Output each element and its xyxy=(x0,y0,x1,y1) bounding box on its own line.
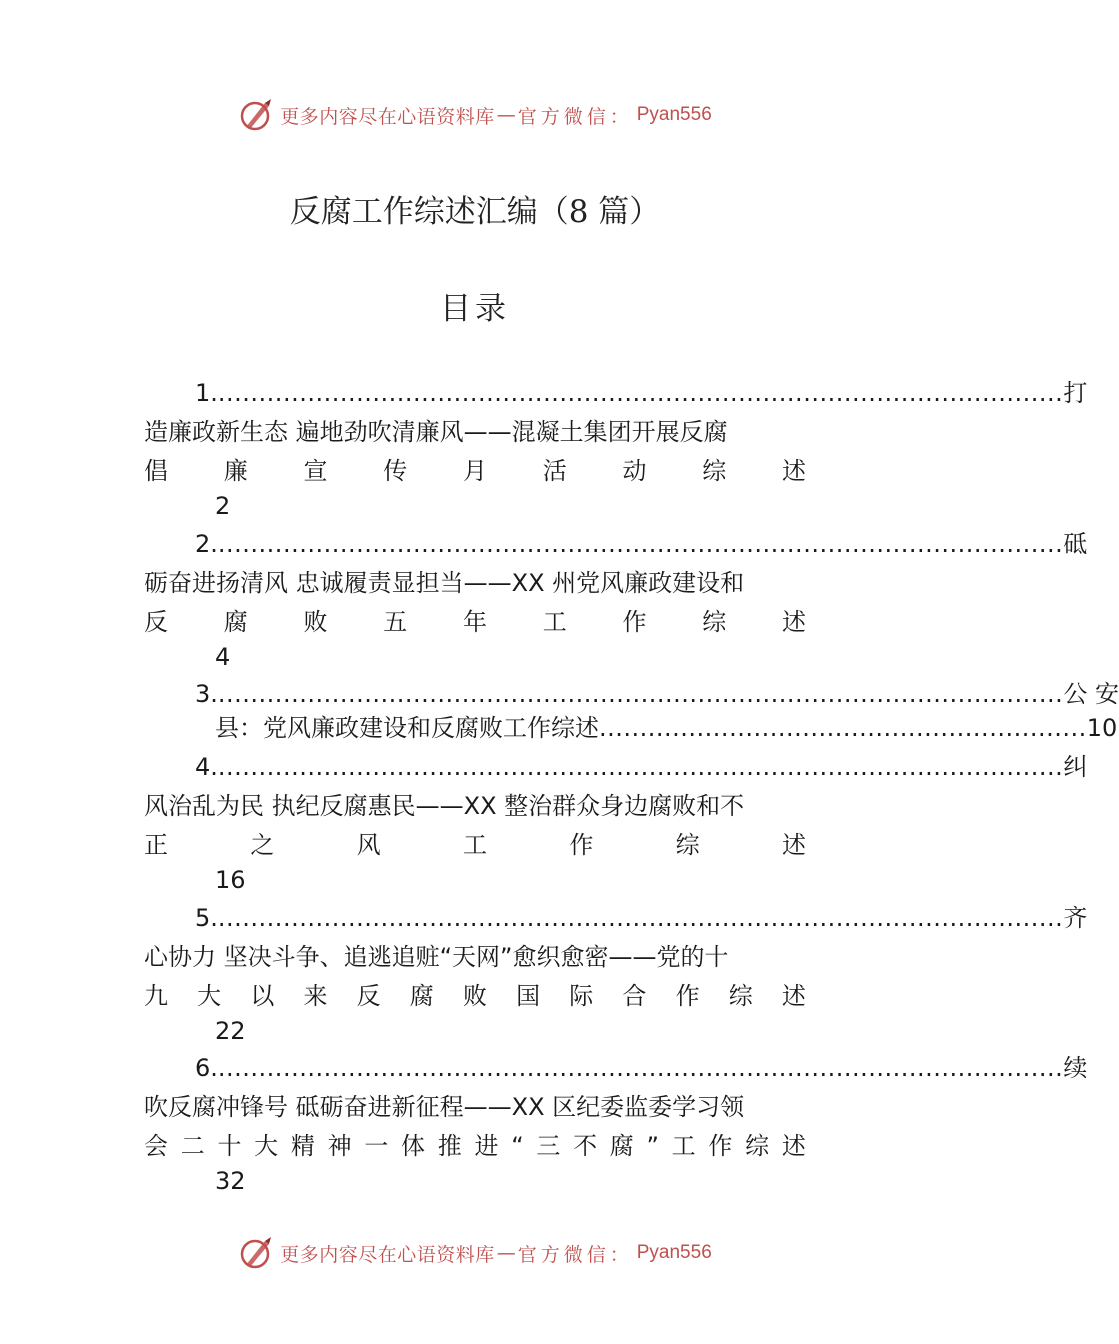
banner-dash: — xyxy=(496,104,516,126)
banner-dash: — xyxy=(496,1242,516,1264)
toc-entry-5-line3: 九 大 以 来 反 腐 败 国 际 合 作 综 述 xyxy=(144,982,806,1010)
toc-entry-5-page: 22 xyxy=(215,1017,246,1045)
toc-entry-lead-tail: 打 xyxy=(1063,379,1088,407)
toc-entry-1-page: 2 xyxy=(215,492,231,520)
header-banner xyxy=(0,95,950,135)
toc-entry-5-lead[interactable] xyxy=(195,901,1088,935)
toc-entry-2-line2: 砺奋进扬清风 忠诚履责显担当——XX 州党风廉政建设和 xyxy=(144,569,745,597)
toc-entry-lead-tail: 齐 xyxy=(1063,904,1088,932)
toc-entry-4-line2: 风治乱为民 执纪反腐惠民——XX 整治群众身边腐败和不 xyxy=(144,792,745,820)
toc-entry-number: 5. xyxy=(195,904,218,932)
toc-entry-lead-tail: 砥 xyxy=(1063,530,1088,558)
toc-entry-2-lead[interactable] xyxy=(195,527,1088,561)
toc-entry-4-lead[interactable] xyxy=(195,750,1088,784)
toc-entry-2-page: 4 xyxy=(215,643,231,671)
toc-entry-3-lead[interactable] xyxy=(195,677,1119,711)
toc-entry-6-line2: 吹反腐冲锋号 砥砺奋进新征程——XX 区纪委监委学习领 xyxy=(144,1093,745,1121)
banner-wechat-id: Pyan556 xyxy=(636,1242,712,1263)
toc-entry-lead-tail: 公 安 xyxy=(1063,680,1119,708)
toc-entry-number: 1. xyxy=(195,379,218,407)
toc-entry-lead-tail: 续 xyxy=(1063,1054,1088,1082)
banner-text: 更多内容尽在心语资料库 xyxy=(280,105,495,128)
banner-wechat-id: Pyan556 xyxy=(636,104,712,125)
document-title: 反腐工作综述汇编（8 篇） xyxy=(289,194,661,230)
toc-entry-4-line3: 正 之 风 工 作 综 述 xyxy=(144,831,806,859)
footer-banner xyxy=(0,1233,950,1273)
toc-entry-3-page: 10 xyxy=(1086,714,1118,742)
quill-logo-icon xyxy=(238,1235,274,1271)
toc-leader-dots: ........................................................................................................ xyxy=(217,530,1064,558)
quill-logo-icon xyxy=(238,97,274,133)
toc-entry-number: 2. xyxy=(195,530,218,558)
banner-wechat-label: 官方微信： xyxy=(517,1243,633,1266)
banner-wechat-label: 官方微信： xyxy=(517,105,633,128)
toc-entry-6-line3: 会 二 十 大 精 神 一 体 推 进 “ 三 不 腐 ” 工 作 综 述 xyxy=(144,1132,806,1160)
banner-text: 更多内容尽在心语资料库 xyxy=(280,1243,495,1266)
toc-entry-1-line3: 倡 廉 宣 传 月 活 动 综 述 xyxy=(144,457,806,485)
toc-entry-lead-tail: 纠 xyxy=(1063,753,1088,781)
toc-entry-3-line2[interactable]: 县：党风廉政建设和反腐败工作综述 ............................................................ 10 xyxy=(215,711,810,745)
toc-entry-2-line3: 反 腐 败 五 年 工 作 综 述 xyxy=(144,608,806,636)
toc-entry-number: 4. xyxy=(195,753,218,781)
toc-leader-dots: ........................................................................................................ xyxy=(217,680,1064,708)
toc-entry-6-page: 32 xyxy=(215,1167,246,1195)
toc-entry-1-lead[interactable] xyxy=(195,376,1088,410)
toc-entry-number: 6. xyxy=(195,1054,218,1082)
toc-heading: 目录 xyxy=(440,291,510,327)
toc-leader-dots: ........................................................................................................ xyxy=(217,904,1064,932)
toc-leader-dots: ........................................................................................................ xyxy=(217,753,1064,781)
toc-entry-number: 3. xyxy=(195,680,218,708)
toc-entry-4-page: 16 xyxy=(215,866,246,894)
toc-leader-dots: ........................................................................................................ xyxy=(217,1054,1064,1082)
toc-entry-6-lead[interactable] xyxy=(195,1051,1088,1085)
toc-entry-1-line2: 造廉政新生态 遍地劲吹清廉风——混凝土集团开展反腐 xyxy=(144,418,728,446)
toc-entry-5-line2: 心协力 坚决斗争、追逃追赃“天网”愈织愈密——党的十 xyxy=(144,943,729,971)
toc-leader-dots: ............................................................ xyxy=(599,714,1087,742)
toc-leader-dots: ........................................................................................................ xyxy=(217,379,1064,407)
